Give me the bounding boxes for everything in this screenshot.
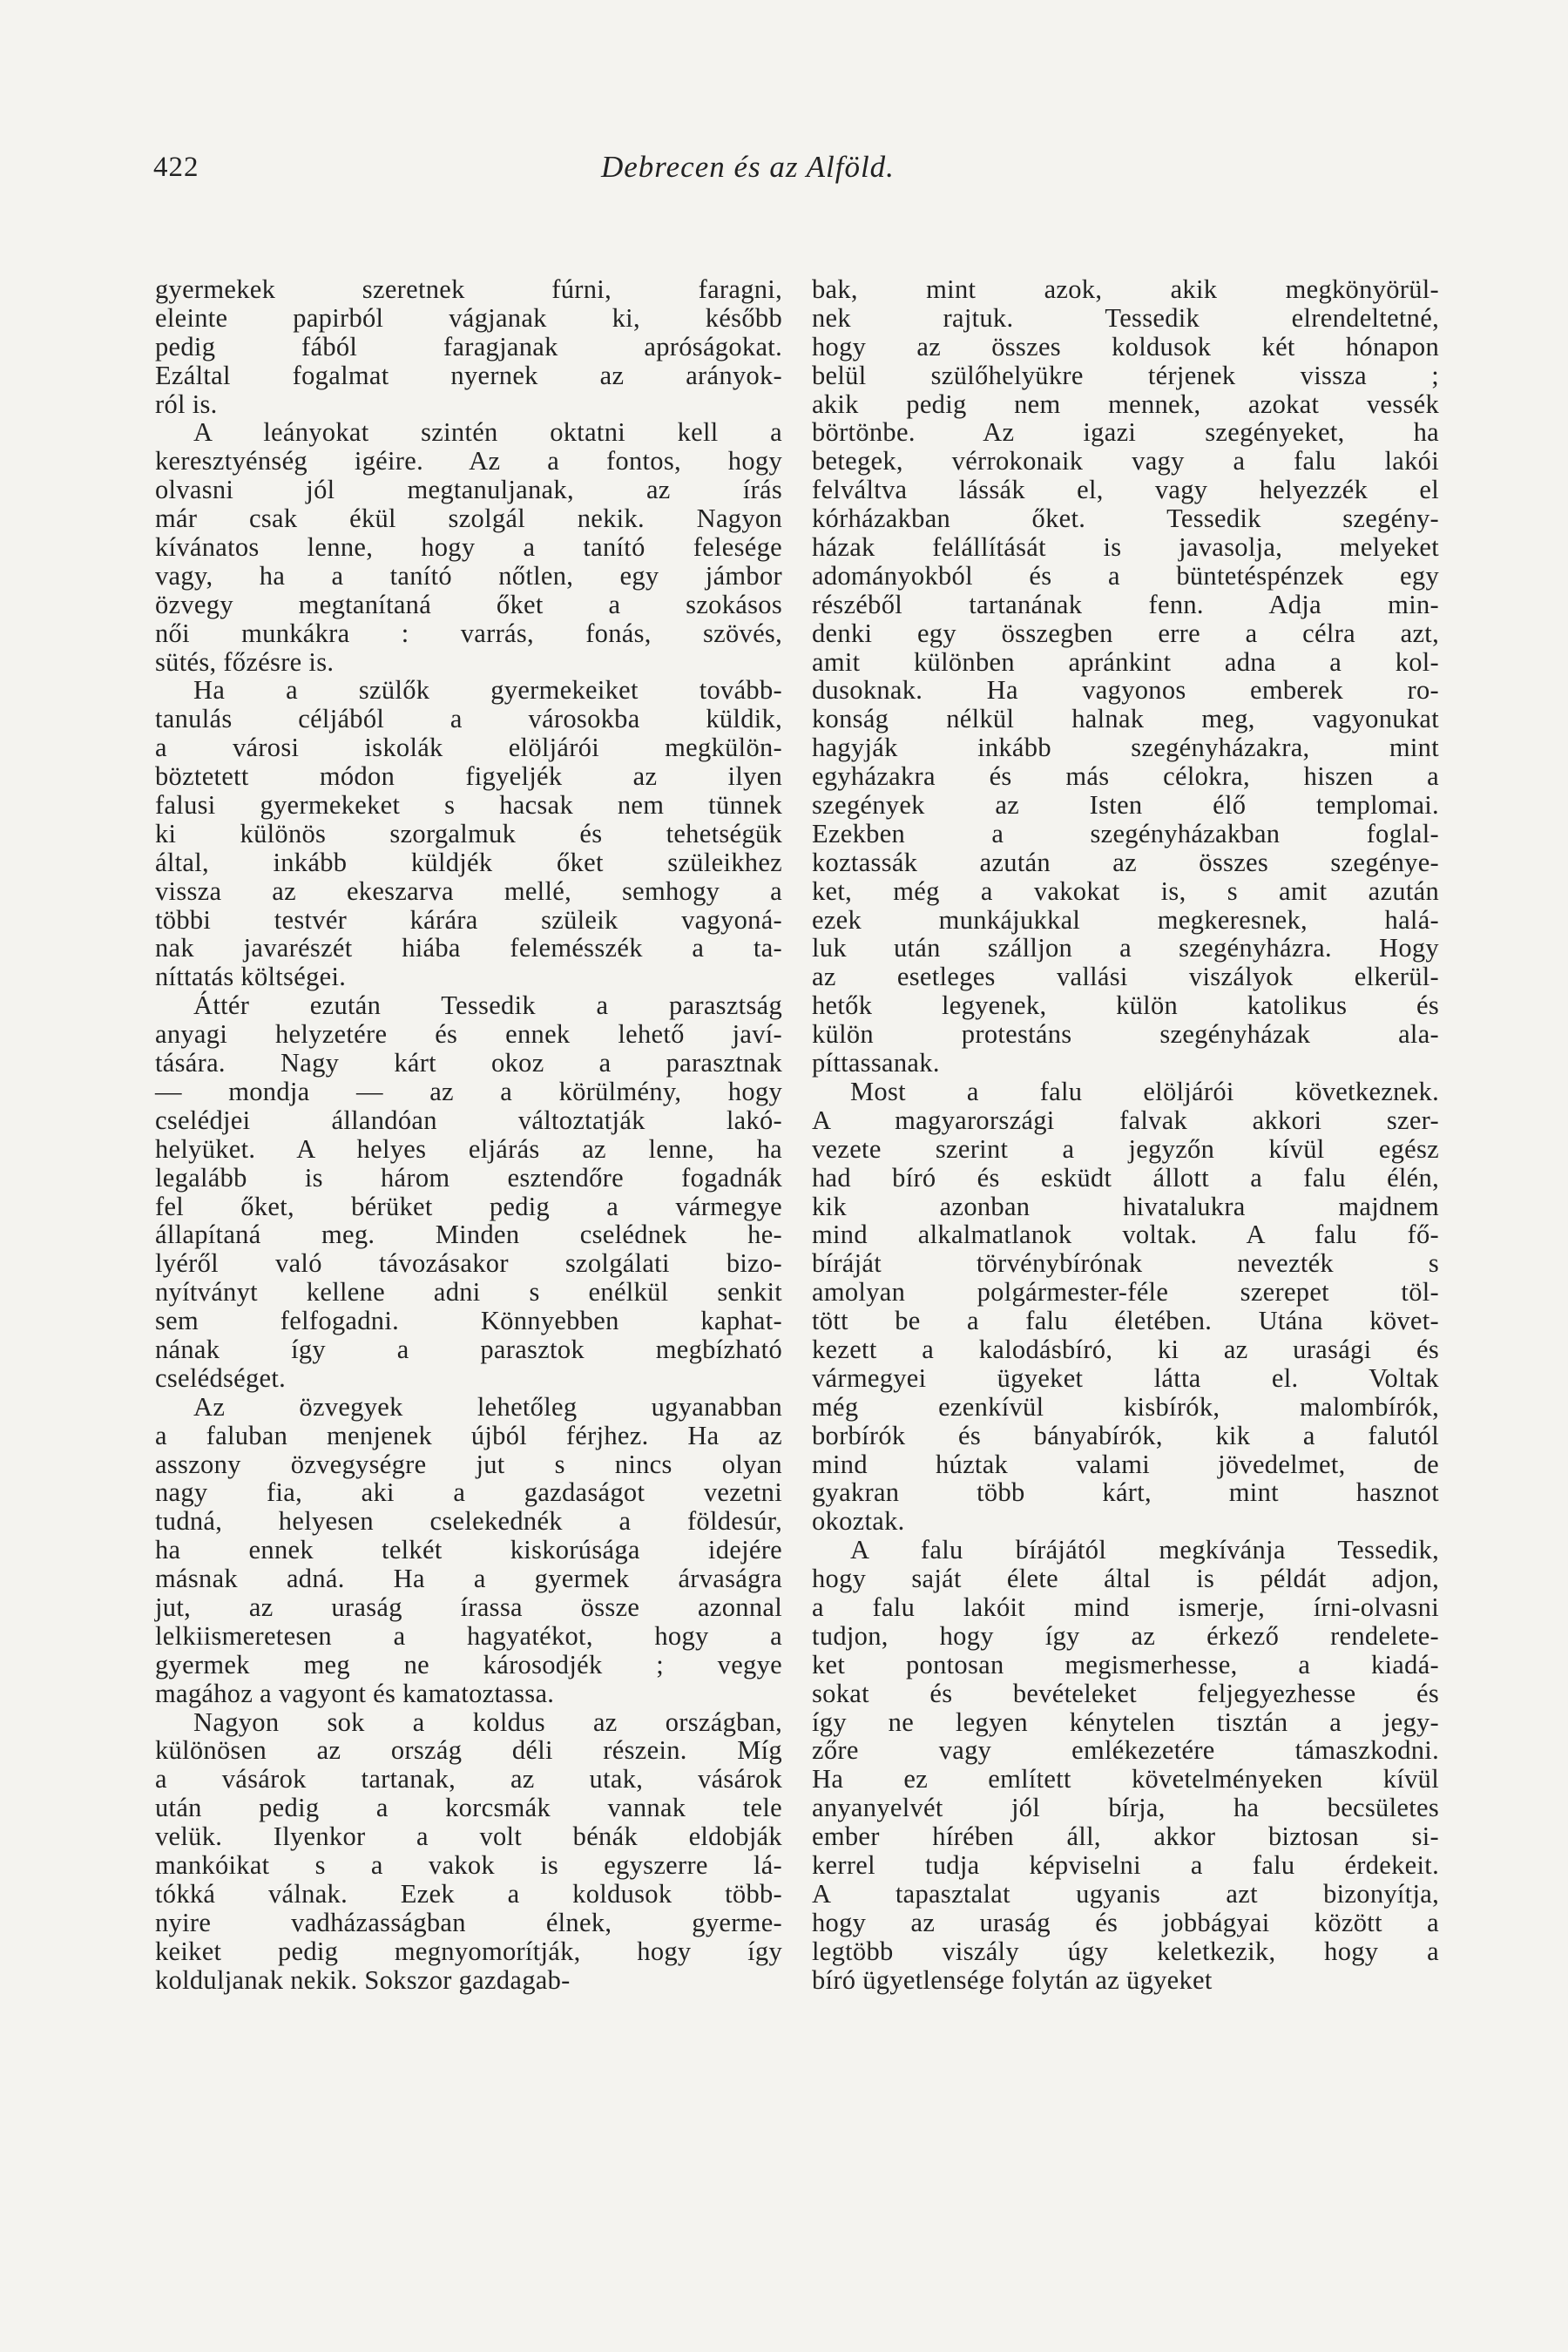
text-line: a falu lakóit mind ismerje, írni-olvasni (812, 1592, 1439, 1622)
text-line: tanulás céljából a városokba küldik, (155, 704, 782, 734)
text-line: a vásárok tartanak, az utak, vásárok (155, 1764, 782, 1794)
text-line: nyire vadházasságban élnek, gyerme- (155, 1907, 782, 1937)
text-line: tudná, helyesen cselekednék a földesúr, (155, 1506, 782, 1537)
text-line: betegek, vérrokonaik vagy a falu lakói (812, 446, 1439, 476)
text-line: felváltva lássák el, vagy helyezzék el (812, 475, 1439, 505)
text-line: píttassanak. (812, 1048, 940, 1078)
text-line: Ha a szülők gyermekeiket tovább- (193, 675, 782, 706)
text-line: Most a falu elöljárói következnek. (850, 1076, 1439, 1106)
text-line: A tapasztalat ugyanis azt bizonyítja, (812, 1878, 1439, 1909)
text-line: hogy az összes koldusok két hónapon (812, 331, 1439, 362)
text-line: a faluban menjenek újból férjhez. Ha az (155, 1420, 782, 1450)
text-line: kívánatos lenne, hogy a tanító felesége (155, 532, 782, 563)
text-line: amit különben apránkint adna a kol- (812, 646, 1439, 677)
text-line: denki egy összegben erre a célra azt, (812, 618, 1439, 648)
text-line: pedig fából faragjanak apróságokat. (155, 331, 782, 362)
text-line: okoztak. (812, 1506, 905, 1537)
text-line: kik azonban hivatalukra majdnem (812, 1191, 1439, 1221)
text-line: különösen az ország déli részein. Míg (155, 1735, 782, 1766)
text-line: koztassák azután az összes szegénye- (812, 847, 1439, 877)
text-line: legtöbb viszály úgy keletkezik, hogy a (812, 1936, 1439, 1966)
text-line: akik pedig nem mennek, azokat vessék (812, 389, 1439, 419)
text-line: külön protestáns szegényházak ala- (812, 1019, 1439, 1050)
text-line: lelkiismeretesen a hagyatékot, hogy a (155, 1620, 782, 1651)
text-line: böztetett módon figyeljék az ilyen (155, 761, 782, 792)
text-line: női munkákra : varrás, fonás, szövés, (155, 618, 782, 648)
text-line: keresztyénség igéire. Az a fontos, hogy (155, 446, 782, 476)
text-line: bíráját törvénybírónak nevezték s (812, 1248, 1439, 1279)
text-line: állapítaná meg. Minden cselédnek he- (155, 1220, 782, 1250)
text-line: kórházakban őket. Tessedik szegény- (812, 504, 1439, 534)
text-line: zőre vagy emlékezetére támaszkodni. (812, 1735, 1439, 1766)
text-line: magához a vagyont és kamatoztassa. (155, 1678, 555, 1708)
text-line: még ezenkívül kisbírók, malombírók, (812, 1391, 1439, 1422)
left-column (155, 275, 782, 1994)
text-line: ezek munkájukkal megkeresnek, halá- (812, 904, 1439, 935)
text-line: Áttér ezután Tessedik a parasztság (193, 990, 782, 1021)
text-line: mankóikat s a vakok is egyszerre lá- (155, 1849, 782, 1880)
text-line: kolduljanak nekik. Sokszor gazdagab- (155, 1964, 571, 1995)
page-number: 422 (153, 152, 199, 183)
text-line: amolyan polgármester-féle szerepet töl- (812, 1277, 1439, 1308)
text-line: gyermekek szeretnek fúrni, faragni, (155, 274, 782, 304)
text-line: ki különös szorgalmuk és tehetségük (155, 818, 782, 848)
text-line: A leányokat szintén oktatni kell a (193, 417, 782, 448)
text-line: Nagyon sok a koldus az országban, (193, 1707, 782, 1737)
text-line: gyermek meg ne károsodjék ; vegye (155, 1649, 782, 1680)
text-line: Ha ez említett követelményeken kívül (812, 1764, 1439, 1794)
text-line: keiket pedig megnyomorítják, hogy így (155, 1936, 782, 1966)
text-line: tudjon, hogy így az érkező rendelete- (812, 1620, 1439, 1651)
text-line: anyagi helyzetére és ennek lehető javí- (155, 1019, 782, 1050)
text-line: eleinte papirból vágjanak ki, később (155, 302, 782, 333)
text-line: már csak ékül szolgál nekik. Nagyon (155, 504, 782, 534)
text-line: ról is. (155, 389, 218, 419)
text-line: Az özvegyek lehetőleg ugyanabban (193, 1391, 782, 1422)
text-line: Ezáltal fogalmat nyernek az arányok- (155, 360, 782, 390)
text-line: sem felfogadni. Könnyebben kaphat- (155, 1306, 782, 1336)
text-line: níttatás költségei. (155, 962, 347, 992)
text-line: ket pontosan megismerhesse, a kiadá- (812, 1649, 1439, 1680)
text-line: özvegy megtanítaná őket a szokásos (155, 589, 782, 619)
text-line: mind alkalmatlanok voltak. A falu fő- (812, 1220, 1439, 1250)
text-line: adományokból és a büntetéspénzek egy (812, 560, 1439, 591)
text-line: házak felállítását is javasolja, melyeket (812, 532, 1439, 563)
text-line: által, inkább küldjék őket szüleikhez (155, 847, 782, 877)
text-line: börtönbe. Az igazi szegényeket, ha (812, 417, 1439, 448)
text-line: részéből tartanának fenn. Adja min- (812, 589, 1439, 619)
text-line: cselédséget. (155, 1362, 287, 1393)
right-column (812, 275, 1439, 1994)
text-line: nak javarészét hiába felemésszék a ta- (155, 933, 782, 963)
text-line: másnak adná. Ha a gyermek árvaságra (155, 1564, 782, 1594)
text-line: mind húztak valami jövedelmet, de (812, 1449, 1439, 1479)
text-line: tására. Nagy kárt okoz a parasztnak (155, 1048, 782, 1078)
text-line: Ezekben a szegényházakban foglal- (812, 818, 1439, 848)
text-line: borbírók és bányabírók, kik a falutól (812, 1420, 1439, 1450)
text-line: tött be a falu életében. Utána követ- (812, 1306, 1439, 1336)
text-line: hogy saját élete által is példát adjon, (812, 1564, 1439, 1594)
text-line: velük. Ilyenkor a volt bénák eldobják (155, 1821, 782, 1852)
text-line: belül szülőhelyükre térjenek vissza ; (812, 360, 1439, 390)
text-line: sokat és bevételeket feljegyezhesse és (812, 1678, 1439, 1708)
text-line: gyakran több kárt, mint hasznot (812, 1477, 1439, 1508)
text-line: nek rajtuk. Tessedik elrendeltetné, (812, 302, 1439, 333)
text-line: nagy fia, aki a gazdaságot vezetni (155, 1477, 782, 1508)
text-line: után pedig a korcsmák vannak tele (155, 1793, 782, 1823)
text-line: olvasni jól megtanuljanak, az írás (155, 475, 782, 505)
text-line: legalább is három esztendőre fogadnák (155, 1162, 782, 1193)
text-line: anyanyelvét jól bírja, ha becsületes (812, 1793, 1439, 1823)
text-line: vagy, ha a tanító nőtlen, egy jámbor (155, 560, 782, 591)
text-line: kezett a kalodásbíró, ki az urasági és (812, 1334, 1439, 1364)
text-line: ket, még a vakokat is, s amit azután (812, 875, 1439, 906)
text-line: vissza az ekeszarva mellé, semhogy a (155, 875, 782, 906)
text-line: ha ennek telkét kiskorúsága idejére (155, 1535, 782, 1565)
text-line: szegények az Isten élő templomai. (812, 790, 1439, 821)
running-title: Debrecen és az Alföld. (601, 150, 895, 184)
text-line: hogy az uraság és jobbágyai között a (812, 1907, 1439, 1937)
text-line: hetők legyenek, külön katolikus és (812, 990, 1439, 1021)
text-line: bíró ügyetlensége folytán az ügyeket (812, 1964, 1213, 1995)
text-line: a városi iskolák elöljárói megkülön- (155, 733, 782, 763)
text-line: luk után szálljon a szegényházra. Hogy (812, 933, 1439, 963)
text-line: sütés, főzésre is. (155, 646, 335, 677)
text-line: cselédjei állandóan változtatják lakó- (155, 1105, 782, 1135)
text-line: vezete szerint a jegyzőn kívül egész (812, 1133, 1439, 1164)
text-line: lyéről való távozásakor szolgálati bizo- (155, 1248, 782, 1279)
text-line: falusi gyermekeket s hacsak nem tünnek (155, 790, 782, 821)
text-line: kerrel tudja képviselni a falu érdekeit. (812, 1849, 1439, 1880)
text-line: az esetleges vallási viszályok elkerül- (812, 962, 1439, 992)
text-line: nyítványt kellene adni s enélkül senkit (155, 1277, 782, 1308)
text-line: ember hírében áll, akkor biztosan si- (812, 1821, 1439, 1852)
text-line: fel őket, bérüket pedig a vármegye (155, 1191, 782, 1221)
text-line: tókká válnak. Ezek a koldusok több- (155, 1878, 782, 1909)
text-line: — mondja — az a körülmény, hogy (155, 1076, 782, 1106)
text-line: így ne legyen kénytelen tisztán a jegy- (812, 1707, 1439, 1737)
text-line: nának így a parasztok megbízható (155, 1334, 782, 1364)
text-line: többi testvér kárára szüleik vagyoná- (155, 904, 782, 935)
text-line: konság nélkül halnak meg, vagyonukat (812, 704, 1439, 734)
text-line: helyüket. A helyes eljárás az lenne, ha (155, 1133, 782, 1164)
text-line: vármegyei ügyeket látta el. Voltak (812, 1362, 1439, 1393)
text-line: A falu bírájától megkívánja Tessedik, (850, 1535, 1439, 1565)
text-line: jut, az uraság írassa össze azonnal (155, 1592, 782, 1622)
text-line: asszony özvegységre jut s nincs olyan (155, 1449, 782, 1479)
text-line: A magyarországi falvak akkori szer- (812, 1105, 1439, 1135)
text-line: had bíró és esküdt állott a falu élén, (812, 1162, 1439, 1193)
text-line: bak, mint azok, akik megkönyörül- (812, 274, 1439, 304)
text-line: egyházakra és más célokra, hiszen a (812, 761, 1439, 792)
text-line: dusoknak. Ha vagyonos emberek ro- (812, 675, 1439, 706)
text-line: hagyják inkább szegényházakra, mint (812, 733, 1439, 763)
